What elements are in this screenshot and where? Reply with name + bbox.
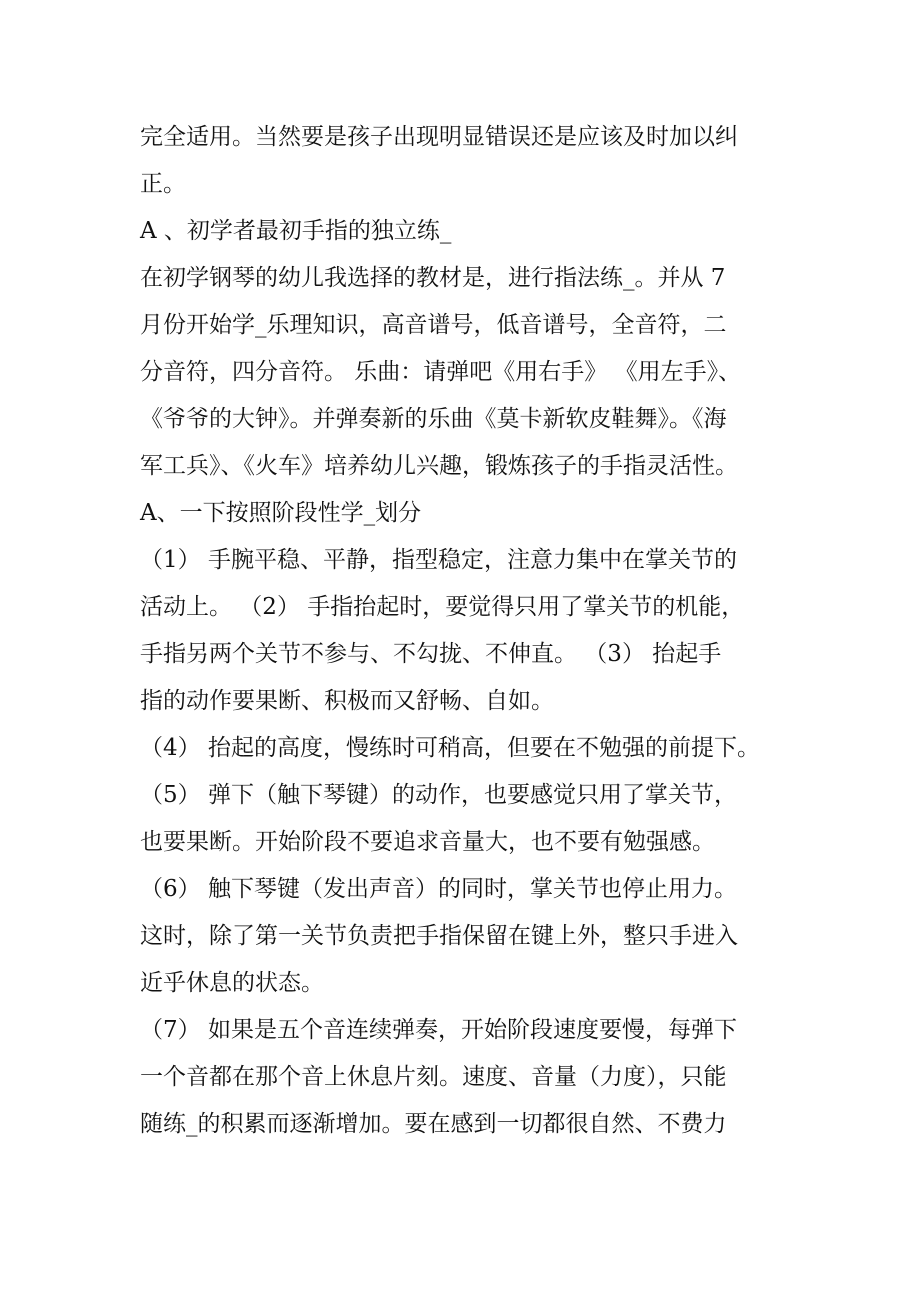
text-line: （1） 手腕平稳、平静，指型稳定，注意力集中在掌关节的 [140, 547, 737, 573]
section-heading: A 、初学者最初手指的独立练_ [140, 218, 452, 244]
text-line: 指的动作要果断、积极而又舒畅、自如。 [140, 688, 554, 714]
text-line: （6） 触下琴键（发出声音）的同时，掌关节也停止用力。 [140, 876, 737, 902]
text-line: 一个音都在那个音上休息片刻。速度、音量（力度），只能 [140, 1064, 727, 1090]
text-line: 手指另两个关节不参与、不勾拢、不伸直。 （3） 抬起手 [140, 641, 722, 667]
text-line: 这时，除了第一关节负责把手指保留在键上外，整只手进入 [140, 923, 738, 949]
text-line: 正。 [140, 171, 186, 197]
document-body [140, 114, 800, 1148]
text-line: 也要果断。开始阶段不要追求音量大，也不要有勉强感。 [140, 829, 715, 855]
text-line: （7） 如果是五个音连续弹奏，开始阶段速度要慢，每弹下 [140, 1017, 737, 1043]
text-line: 完全适用。当然要是孩子出现明显错误还是应该及时加以纠 [140, 124, 738, 150]
text-line: 军工兵》、《火车》培养幼儿兴趣，锻炼孩子的手指灵活性。 [140, 453, 738, 479]
text-line: 近乎休息的状态。 [140, 970, 324, 996]
text-line: 随练_的积累而逐渐增加。要在感到一切都很自然、不费力 [140, 1111, 727, 1137]
section-heading: A、一下按照阶段性学_划分 [140, 500, 422, 526]
text-line: （5） 弹下（触下琴键）的动作，也要感觉只用了掌关节， [140, 782, 737, 808]
text-line: 《爷爷的大钟》。并弹奏新的乐曲《莫卡新软皮鞋舞》。《海 [140, 406, 727, 432]
text-line: 活动上。 （2） 手指抬起时，要觉得只用了掌关节的机能， [140, 594, 745, 620]
text-line: 月份开始学_乐理知识，高音谱号，低音谱号，全音符，二 [140, 312, 727, 338]
text-line: 分音符，四分音符。 乐曲：请弹吧《用右手》 《用左手》、 [140, 359, 742, 385]
text-line: （4） 抬起的高度，慢练时可稍高，但要在不勉强的前提下。 [140, 735, 760, 761]
text-line: 在初学钢琴的幼儿我选择的教材是，进行指法练_。并从 7 [140, 265, 726, 291]
